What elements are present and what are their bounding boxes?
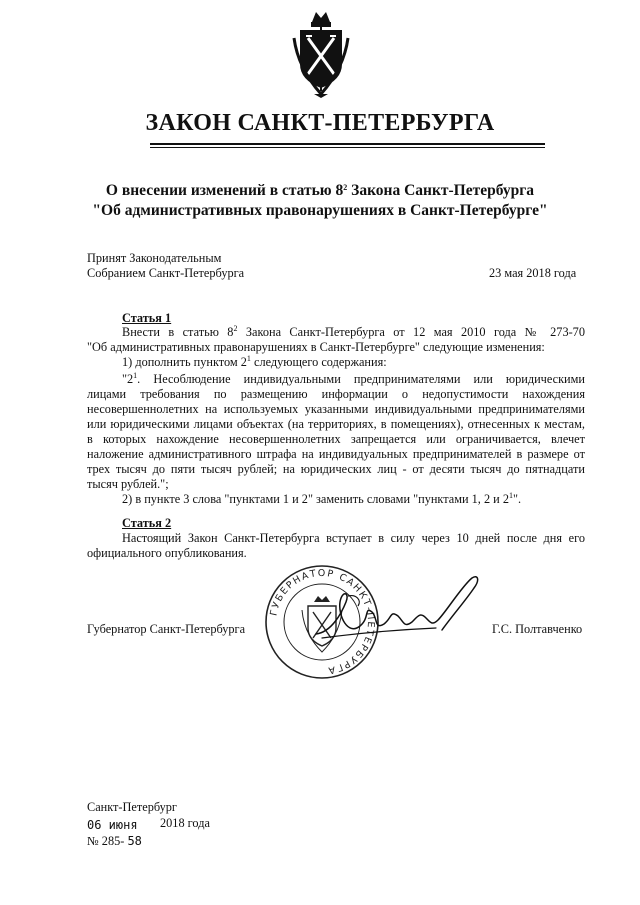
article1-intro: Внести в статью $8^2$ Закона Санкт-Петербурга от 12 мая 2010 года № 273-70 xyxy=(122,324,585,339)
title-rule xyxy=(150,143,545,145)
governor-name: Г.С. Полтавченко xyxy=(492,622,583,636)
article1-item1: 1) дополнить пунктом $2^1$ следующего содержания: xyxy=(122,354,387,369)
article1-heading: Статья 1 xyxy=(122,311,172,325)
article1-intro-line2: "Об административных правонарушениях в Санкт-Петербурге" следующие изменения: xyxy=(87,340,545,354)
adoption-line2: Собранием Санкт-Петербурга xyxy=(87,266,245,280)
law-subtitle-line1: О внесении изменений в статью $8^2$ Закона Санкт-Петербурга xyxy=(105,182,535,199)
quote-line3: несовершеннолетних на используемых указанными индивидуальными предпринимателями xyxy=(87,402,585,416)
quote-line6: наложение административного штрафа на индивидуальных предпринимателей в размере от xyxy=(87,447,585,461)
footer-year: 2018 года xyxy=(160,816,210,830)
quote-line2: лицами требования по размещению информации о недопустимости нахождения xyxy=(87,387,585,401)
title-rule-thin xyxy=(150,147,545,148)
governor-label: Губернатор Санкт-Петербурга xyxy=(87,622,246,636)
law-title: ЗАКОН САНКТ-ПЕТЕРБУРГА xyxy=(145,110,495,136)
law-subtitle-line2: "Об административных правонарушениях в Санкт-Петербурге" xyxy=(92,202,548,219)
quote-line8: тысяч рублей."; xyxy=(87,477,169,491)
footer-city: Санкт-Петербург xyxy=(87,800,177,814)
quote-line7: трех тысяч до пяти тысяч рублей; на юридических лиц - от десяти тысяч до пятнадцати xyxy=(87,462,585,476)
quote-line1: "$2^1$. Несоблюдение индивидуальными предпринимателями или юридическими xyxy=(122,371,585,386)
article2-line1: Настоящий Закон Санкт-Петербурга вступает в силу через 10 дней после дня его xyxy=(122,531,585,545)
article2-heading: Статья 2 xyxy=(122,516,172,530)
adoption-date: 23 мая 2018 года xyxy=(489,266,577,280)
signature-scribble xyxy=(312,572,482,652)
article2-line2: официального опубликования. xyxy=(87,546,247,560)
quote-line5: в которых нахождение несовершеннолетних запрещается или ограничивается, влечет xyxy=(87,432,585,446)
footer-date-handwritten: 06 июня xyxy=(87,818,138,832)
stamp-text: ГУБЕРНАТОР САНКТ-ПЕТЕРБУРГА xyxy=(268,567,377,676)
article1-item2: 2) в пункте 3 слова "пунктами 1 и 2" заменить словами "пунктами 1, 2 и $2^1$". xyxy=(122,491,522,506)
footer-number: № 285- 58 xyxy=(87,834,142,848)
coat-of-arms-emblem xyxy=(292,8,350,100)
quote-line4: или юридическими лицами объектах (на территориях, в помещениях), отнесенных к местам, xyxy=(87,417,585,431)
adoption-line1: Принят Законодательным xyxy=(87,251,222,265)
